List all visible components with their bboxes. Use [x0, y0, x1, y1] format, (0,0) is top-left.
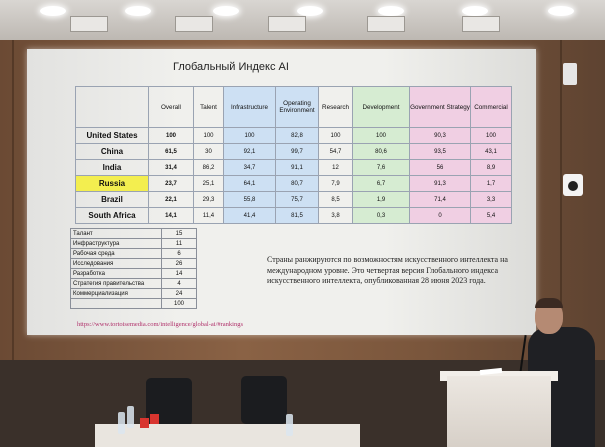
value-cell: 100: [194, 128, 224, 144]
value-cell: 7,6: [353, 160, 410, 176]
table-row: [71, 269, 197, 279]
value-cell: 30: [194, 144, 224, 160]
category-value: 11: [162, 239, 197, 249]
water-bottle: [286, 414, 293, 436]
value-cell: 61,5: [149, 144, 194, 160]
value-cell: 80,7: [276, 176, 319, 192]
header-cell: Overall: [149, 87, 194, 128]
value-cell: 25,1: [194, 176, 224, 192]
ceiling-light: [297, 6, 323, 16]
value-cell: 54,7: [319, 144, 353, 160]
value-cell: 1,7: [471, 176, 512, 192]
category-label: [71, 299, 162, 309]
value-cell: 22,1: [149, 192, 194, 208]
value-cell: 5,4: [471, 208, 512, 224]
category-label: Стратегия правительства: [71, 279, 162, 289]
ceiling-vent: [268, 16, 306, 32]
table-row: [71, 239, 197, 249]
category-value: 4: [162, 279, 197, 289]
ceiling-light: [378, 6, 404, 16]
value-cell: 41,4: [224, 208, 276, 224]
ceiling-vent: [175, 16, 213, 32]
value-cell: 31,4: [149, 160, 194, 176]
table-row: [71, 279, 197, 289]
country-cell: Brazil: [76, 192, 149, 208]
value-cell: 100: [319, 128, 353, 144]
category-label: Исследования: [71, 259, 162, 269]
water-bottle: [127, 406, 134, 428]
wall-panel-seam: [12, 40, 14, 360]
ceiling-light: [548, 6, 574, 16]
value-cell: 91,3: [410, 176, 471, 192]
value-cell: 90,3: [410, 128, 471, 144]
value-cell: 64,1: [224, 176, 276, 192]
value-cell: 55,8: [224, 192, 276, 208]
panel-desk: [95, 424, 360, 447]
country-cell: United States: [76, 128, 149, 144]
value-cell: 100: [471, 128, 512, 144]
value-cell: 100: [224, 128, 276, 144]
security-camera: [563, 63, 577, 85]
value-cell: 8,5: [319, 192, 353, 208]
value-cell: 8,9: [471, 160, 512, 176]
table-row: [71, 259, 197, 269]
table-row: [76, 192, 512, 208]
ai-index-table: [75, 86, 512, 224]
value-cell: 99,7: [276, 144, 319, 160]
ceiling-vent: [462, 16, 500, 32]
value-cell: 56: [410, 160, 471, 176]
value-cell: 29,3: [194, 192, 224, 208]
value-cell: 12: [319, 160, 353, 176]
table-row: [76, 176, 512, 192]
header-cell: Development: [353, 87, 410, 128]
value-cell: 80,6: [353, 144, 410, 160]
table-row: [71, 249, 197, 259]
ceiling: [0, 0, 605, 40]
value-cell: 82,8: [276, 128, 319, 144]
table-row: [71, 289, 197, 299]
country-cell: South Africa: [76, 208, 149, 224]
header-cell: Government Strategy: [410, 87, 471, 128]
country-cell: India: [76, 160, 149, 176]
country-cell: China: [76, 144, 149, 160]
country-cell-highlighted: Russia: [76, 176, 149, 192]
ceiling-light: [125, 6, 151, 16]
table-row: [76, 208, 512, 224]
value-cell: 93,5: [410, 144, 471, 160]
slide-description: Страны ранжируются по возможностям искусственного интеллекта на международном уровне. Это четвертая версия Глобального индекса искусственного интеллекта, опубликованная 28 июня 2023 года.: [267, 255, 508, 285]
value-cell: 86,2: [194, 160, 224, 176]
value-cell: 92,1: [224, 144, 276, 160]
category-label: Инфраструктура: [71, 239, 162, 249]
red-cup: [140, 418, 149, 428]
category-value: 24: [162, 289, 197, 299]
chair: [241, 376, 287, 424]
value-cell: 71,4: [410, 192, 471, 208]
category-total: 100: [162, 299, 197, 309]
table-row: [76, 128, 512, 144]
value-cell: 91,1: [276, 160, 319, 176]
category-value: 26: [162, 259, 197, 269]
security-camera: [563, 174, 583, 196]
category-label: Талант: [71, 229, 162, 239]
speaker-hair: [535, 298, 563, 308]
table-header-row: [76, 87, 512, 128]
category-value: 15: [162, 229, 197, 239]
category-label: Коммерциализация: [71, 289, 162, 299]
value-cell: 0: [410, 208, 471, 224]
category-weights-table: [70, 228, 197, 309]
category-value: 6: [162, 249, 197, 259]
source-url: https://www.tortoisemedia.com/intelligence/global-ai/#rankings: [77, 321, 244, 328]
ceiling-light: [40, 6, 66, 16]
value-cell: 34,7: [224, 160, 276, 176]
value-cell: 75,7: [276, 192, 319, 208]
value-cell: 3,8: [319, 208, 353, 224]
header-cell: Operating Environment: [276, 87, 319, 128]
table-row: [71, 299, 197, 309]
header-cell: Research: [319, 87, 353, 128]
slide-title: Глобальный Индекс AI: [173, 61, 289, 73]
category-label: Разработка: [71, 269, 162, 279]
value-cell: 1,9: [353, 192, 410, 208]
value-cell: 81,5: [276, 208, 319, 224]
category-value: 14: [162, 269, 197, 279]
value-cell: 23,7: [149, 176, 194, 192]
table-row: [76, 160, 512, 176]
value-cell: 100: [353, 128, 410, 144]
ceiling-vent: [70, 16, 108, 32]
header-cell: [76, 87, 149, 128]
podium: [447, 376, 551, 447]
ceiling-vent: [367, 16, 405, 32]
ceiling-light: [213, 6, 239, 16]
red-cup: [150, 414, 159, 424]
value-cell: 6,7: [353, 176, 410, 192]
value-cell: 14,1: [149, 208, 194, 224]
table-row: [71, 229, 197, 239]
value-cell: 3,3: [471, 192, 512, 208]
water-bottle: [118, 412, 125, 434]
header-cell: Infrastructure: [224, 87, 276, 128]
header-cell: Talent: [194, 87, 224, 128]
header-cell: Commercial: [471, 87, 512, 128]
category-label: Рабочая среда: [71, 249, 162, 259]
value-cell: 0,3: [353, 208, 410, 224]
value-cell: 7,9: [319, 176, 353, 192]
table-row: [76, 144, 512, 160]
value-cell: 43,1: [471, 144, 512, 160]
ceiling-light: [462, 6, 488, 16]
value-cell: 100: [149, 128, 194, 144]
value-cell: 11,4: [194, 208, 224, 224]
